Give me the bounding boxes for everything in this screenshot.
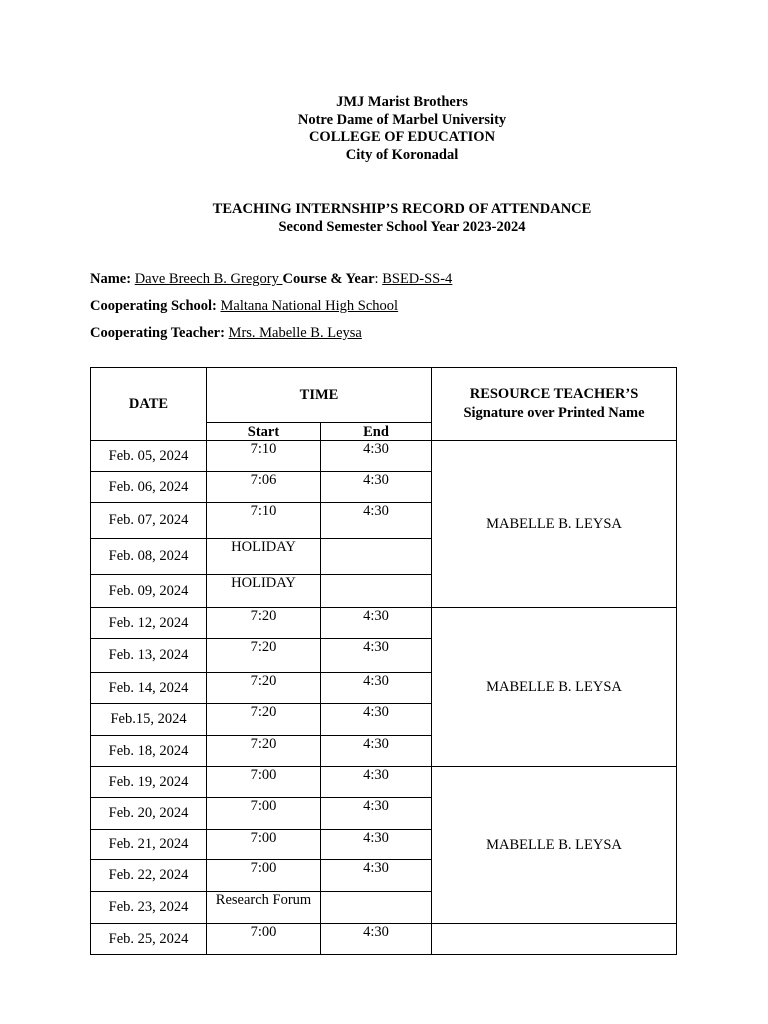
info-school-row <box>90 298 398 315</box>
signature-cell <box>432 924 677 955</box>
date-cell: Feb. 13, 2024 <box>91 639 207 673</box>
start-cell: 7:20 <box>207 639 321 673</box>
attendance-table <box>90 367 677 955</box>
document-title <box>0 201 768 236</box>
date-cell: Feb. 12, 2024 <box>91 608 207 639</box>
start-cell: 7:20 <box>207 673 321 704</box>
end-cell <box>321 539 432 575</box>
header-start: Start <box>207 423 321 441</box>
start-cell: 7:20 <box>207 704 321 736</box>
start-cell: 7:06 <box>207 472 321 503</box>
header-resource: RESOURCE TEACHER’S <box>469 386 639 402</box>
header-resource-teacher <box>432 368 677 441</box>
header-line-2: Notre Dame of Marbel University <box>297 111 507 128</box>
end-cell: 4:30 <box>321 673 432 704</box>
end-cell: 4:30 <box>321 736 432 767</box>
table-row <box>91 924 677 955</box>
date-cell: Feb. 07, 2024 <box>91 503 207 539</box>
school-value: Maltana National High School <box>220 298 399 314</box>
date-cell: Feb. 21, 2024 <box>91 830 207 860</box>
start-cell: HOLIDAY <box>207 575 321 608</box>
start-cell: 7:10 <box>207 441 321 472</box>
date-cell: Feb. 19, 2024 <box>91 767 207 798</box>
date-cell: Feb. 23, 2024 <box>91 892 207 924</box>
start-cell: 7:00 <box>207 798 321 830</box>
end-cell: 4:30 <box>321 608 432 639</box>
signature-cell: MABELLE B. LEYSA <box>432 441 677 608</box>
header-line-1: JMJ Marist Brothers <box>336 94 468 110</box>
start-cell: 7:00 <box>207 767 321 798</box>
course-label: Course & Year <box>282 271 375 287</box>
date-cell: Feb.15, 2024 <box>91 704 207 736</box>
school-label: Cooperating School: <box>90 298 217 314</box>
start-cell: 7:10 <box>207 503 321 539</box>
end-cell: 4:30 <box>321 441 432 472</box>
date-cell: Feb. 20, 2024 <box>91 798 207 830</box>
date-cell: Feb. 06, 2024 <box>91 472 207 503</box>
start-cell: 7:00 <box>207 860 321 892</box>
institution-header <box>0 94 768 164</box>
header-time: TIME <box>207 368 432 423</box>
title-main: TEACHING INTERNSHIP’S RECORD OF ATTENDANCE <box>212 201 592 217</box>
start-cell: 7:00 <box>207 830 321 860</box>
signature-cell: MABELLE B. LEYSA <box>432 608 677 767</box>
info-teacher-row <box>90 325 362 342</box>
info-name-row: Name: Dave Breech B. Gregory Course & Year: BSED-SS-4 <box>90 271 453 287</box>
date-cell: Feb. 08, 2024 <box>91 539 207 575</box>
end-cell <box>321 892 432 924</box>
table-header-row <box>91 368 677 423</box>
end-cell: 4:30 <box>321 830 432 860</box>
teacher-label: Cooperating Teacher: <box>90 325 225 341</box>
start-cell: 7:20 <box>207 608 321 639</box>
end-cell: 4:30 <box>321 639 432 673</box>
date-cell: Feb. 25, 2024 <box>91 924 207 955</box>
name-label: Name: <box>90 271 132 287</box>
table-row <box>91 441 677 472</box>
table-row <box>91 767 677 798</box>
table-row <box>91 608 677 639</box>
header-signature: Signature over Printed Name <box>463 405 645 421</box>
end-cell: 4:30 <box>321 860 432 892</box>
signature-cell: MABELLE B. LEYSA <box>432 767 677 924</box>
teacher-value: Mrs. Mabelle B. Leysa <box>228 325 362 341</box>
title-sub: Second Semester School Year 2023-2024 <box>278 218 526 235</box>
end-cell: 4:30 <box>321 472 432 503</box>
start-cell: HOLIDAY <box>207 539 321 575</box>
header-line-3: COLLEGE OF EDUCATION <box>308 129 496 145</box>
start-cell: 7:00 <box>207 924 321 955</box>
date-cell: Feb. 05, 2024 <box>91 441 207 472</box>
start-cell: Research Forum <box>207 892 321 924</box>
date-cell: Feb. 14, 2024 <box>91 673 207 704</box>
start-cell: 7:20 <box>207 736 321 767</box>
end-cell: 4:30 <box>321 924 432 955</box>
date-cell: Feb. 22, 2024 <box>91 860 207 892</box>
end-cell: 4:30 <box>321 767 432 798</box>
name-value: Dave Breech B. Gregory <box>134 271 283 287</box>
date-cell: Feb. 09, 2024 <box>91 575 207 608</box>
end-cell: 4:30 <box>321 798 432 830</box>
header-date: DATE <box>91 368 207 441</box>
header-end: End <box>321 423 432 441</box>
end-cell <box>321 575 432 608</box>
end-cell: 4:30 <box>321 503 432 539</box>
header-line-4: City of Koronadal <box>345 146 459 163</box>
end-cell: 4:30 <box>321 704 432 736</box>
date-cell: Feb. 18, 2024 <box>91 736 207 767</box>
course-value: BSED-SS-4 <box>382 271 453 287</box>
